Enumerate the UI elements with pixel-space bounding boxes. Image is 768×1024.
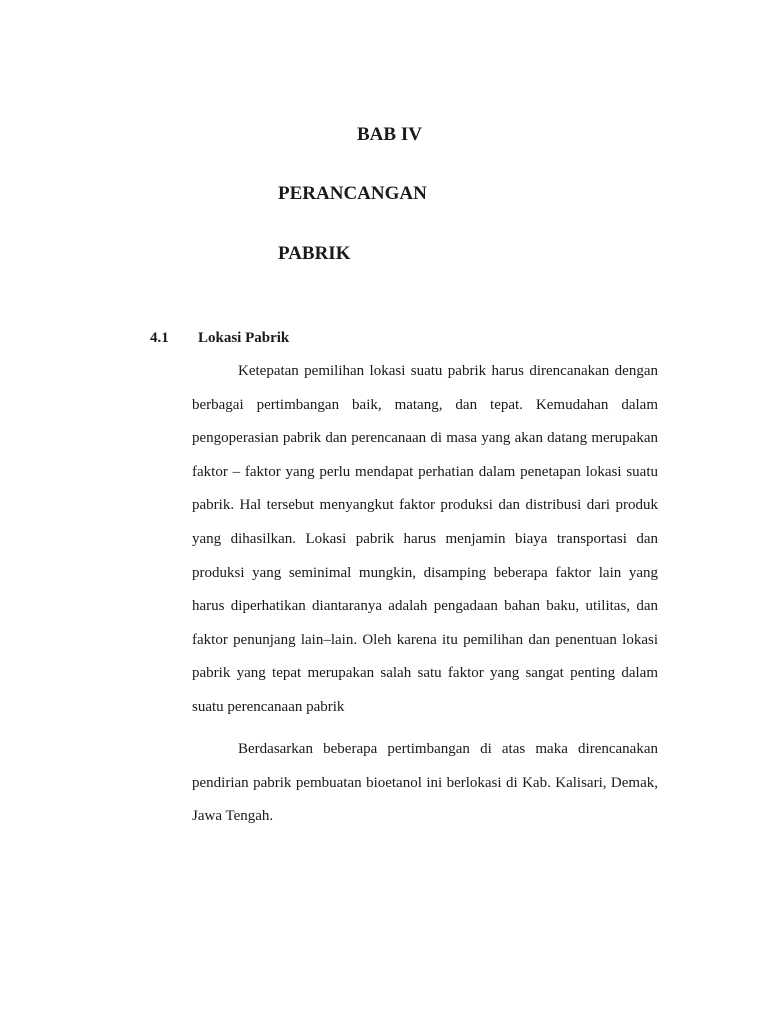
body-paragraph-2: Berdasarkan beberapa pertimbangan di atas maka direncanakan pendirian pabrik pembuatan bioetanol ini berlokasi di Kab. Kalisari, Demak, Jawa Tengah. bbox=[192, 741, 658, 825]
section-number: 4.1 bbox=[150, 330, 169, 346]
body-paragraph-1: Ketepatan pemilihan lokasi suatu pabrik harus direncanakan dengan berbagai pertimbangan baik, matang, dan tepat. Kemudahan dalam pengoperasian pabrik dan perencanaan di masa yang akan datang merupakan faktor – faktor yang perlu mendapat perhatian dalam penetapan lokasi suatu pabrik. Hal tersebut menyangkut faktor produksi dan distribusi dari produk yang dihasilkan. Lokasi pabrik harus menjamin biaya transportasi dan produksi yang seminimal mungkin, disamping beberapa faktor lain yang harus diperhatikan diantaranya adalah pengadaan bahan baku, utilitas, dan faktor penunjang lain–lain. Oleh karena itu pemilihan dan penentuan lokasi pabrik yang tepat merupakan salah satu faktor yang sangat penting dalam suatu perencanaan pabrik bbox=[192, 363, 658, 715]
chapter-title-line-2: PABRIK bbox=[278, 243, 351, 264]
chapter-number: BAB IV bbox=[357, 124, 422, 145]
section-title: Lokasi Pabrik bbox=[198, 330, 290, 346]
chapter-title-line-1: PERANCANGAN bbox=[278, 183, 427, 204]
